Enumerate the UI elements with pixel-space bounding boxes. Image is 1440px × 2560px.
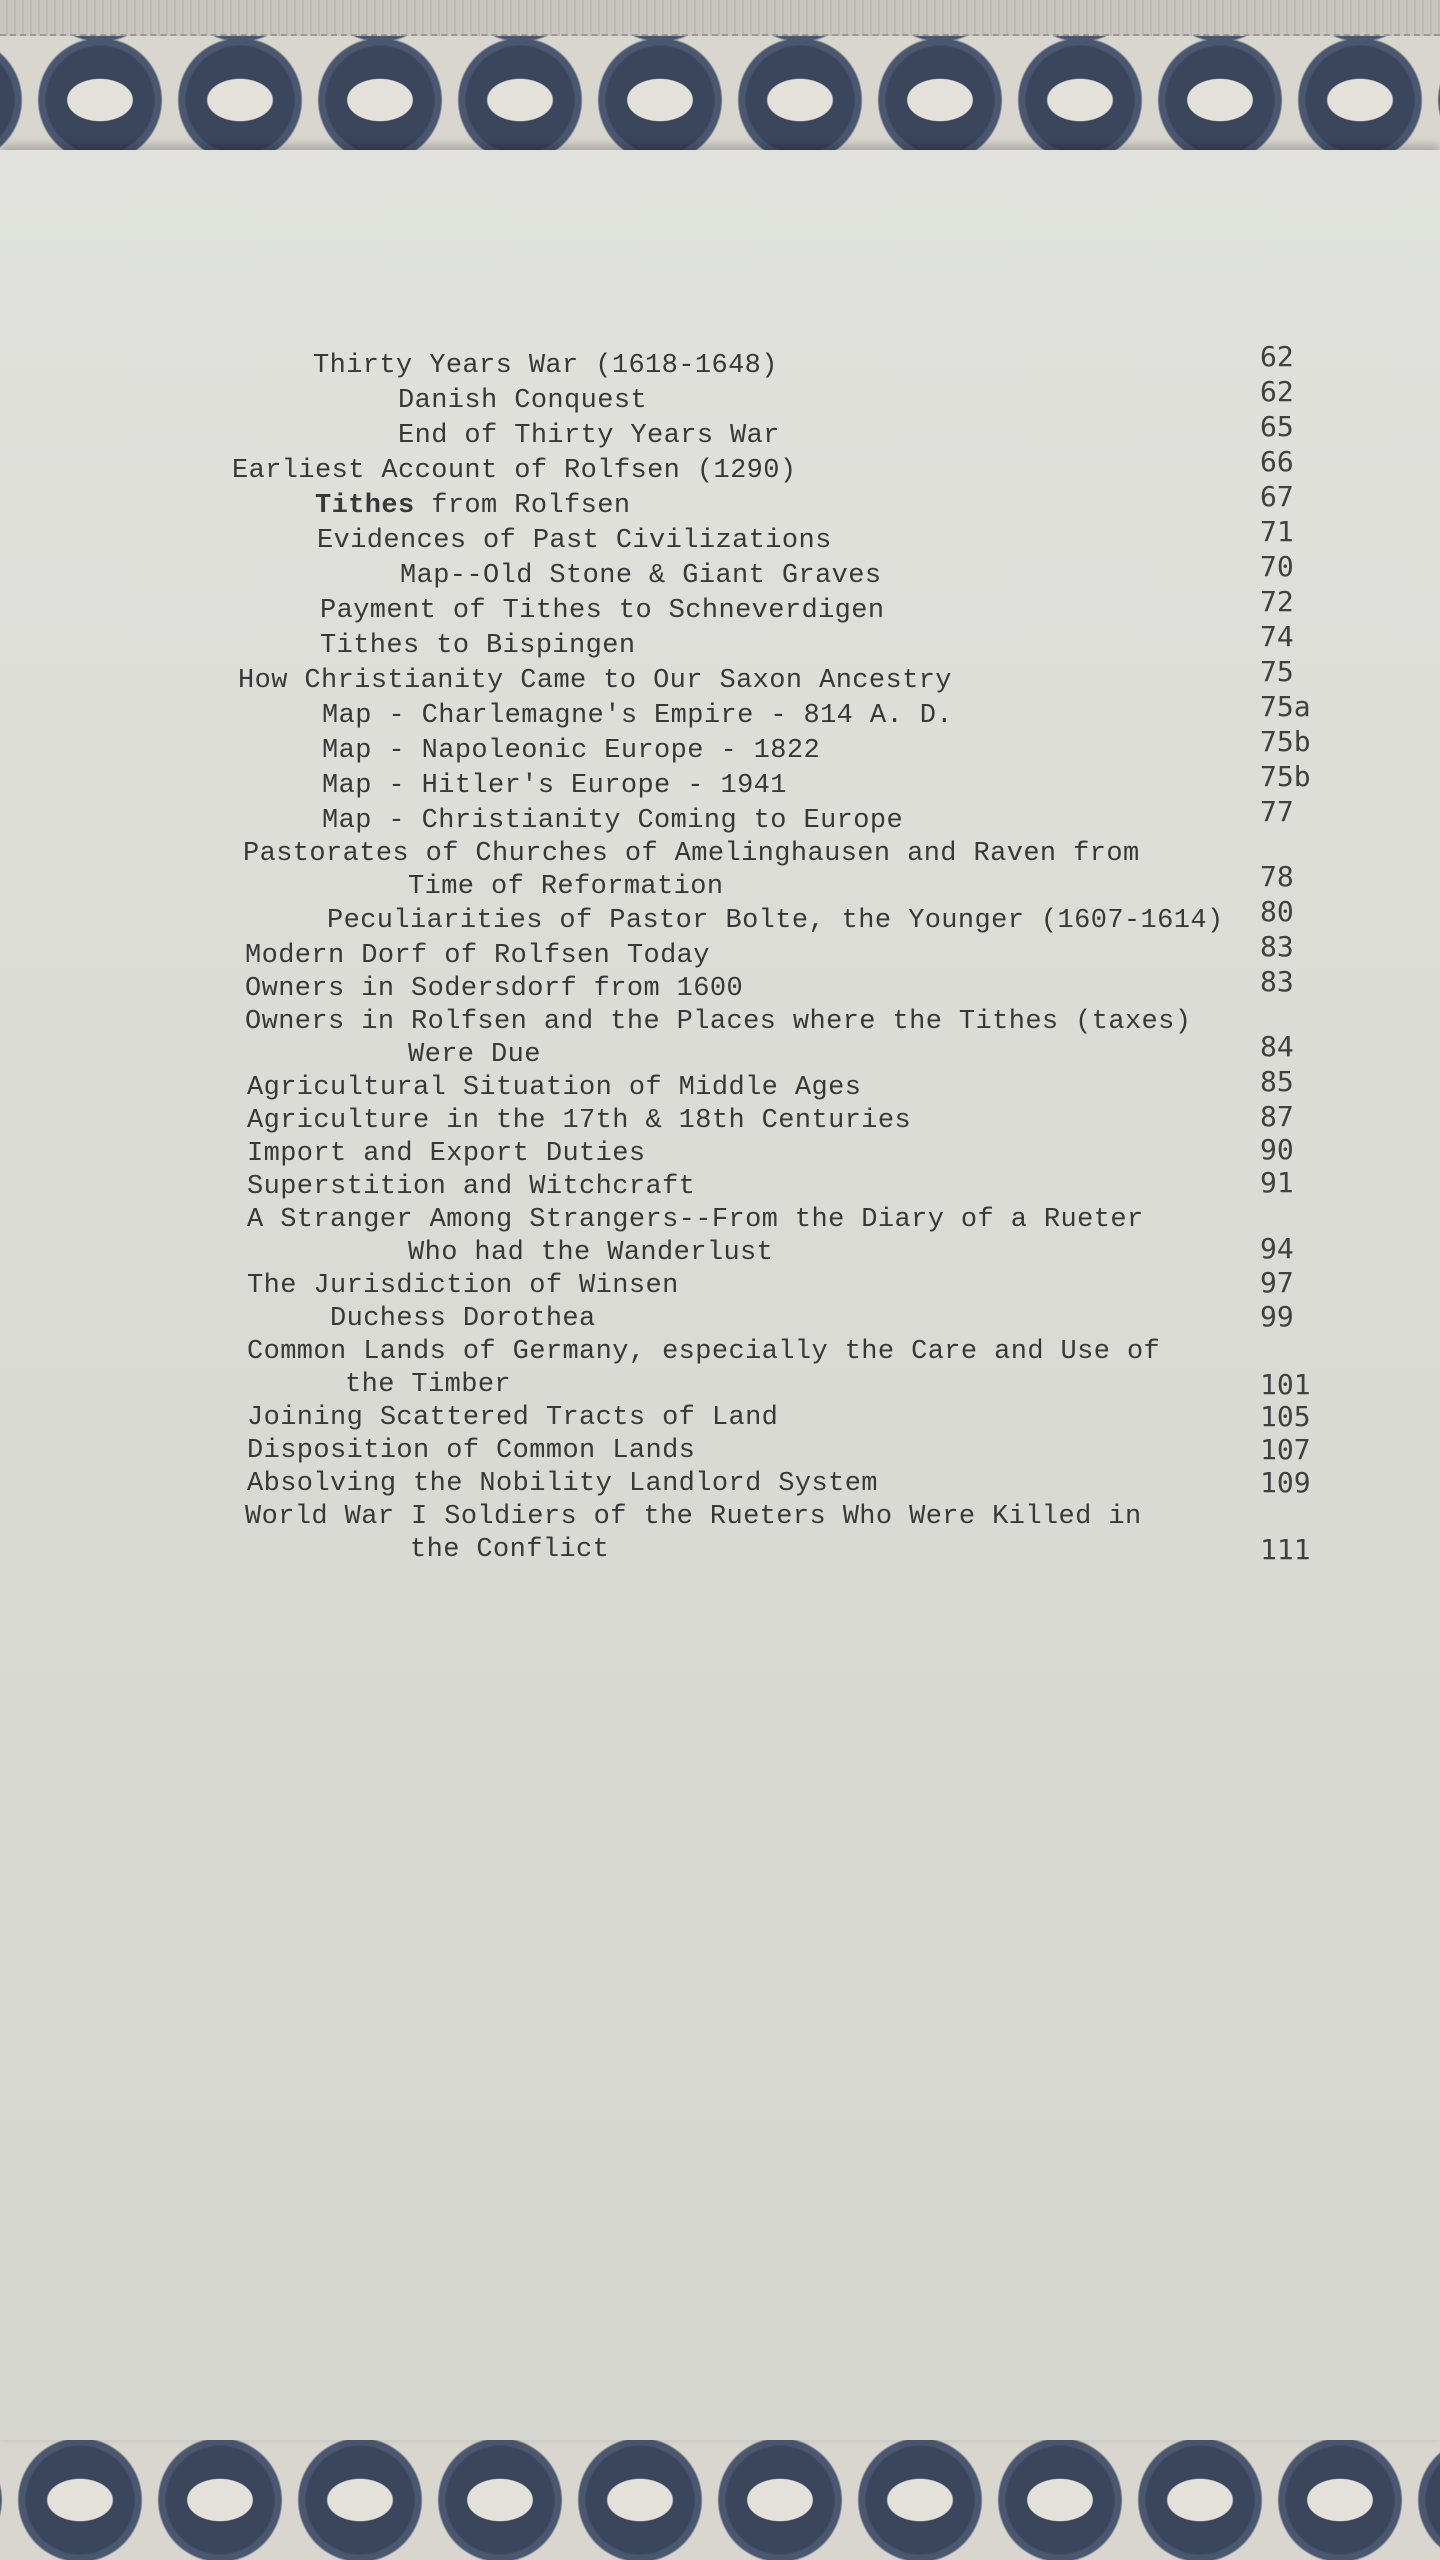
toc-entry-page: 78 — [1260, 860, 1294, 893]
toc-entry-title-continued: Who had the Wanderlust — [408, 1238, 774, 1268]
toc-entry-title: A Stranger Among Strangers--From the Diary of a Rueter — [247, 1205, 1144, 1235]
toc-entry-page: 75b — [1260, 725, 1311, 758]
toc-entry-title: Superstition and Witchcraft — [247, 1172, 696, 1202]
toc-entry-title: Common Lands of Germany, especially the Care and Use of — [247, 1337, 1161, 1367]
toc-entry-title: Agriculture in the 17th & 18th Centuries — [247, 1106, 912, 1136]
toc-entry-page: 91 — [1260, 1166, 1294, 1199]
toc-entry-page: 77 — [1260, 795, 1294, 828]
toc-entry-title: Map--Old Stone & Giant Graves — [400, 561, 882, 591]
toc-entry-page: 62 — [1260, 375, 1294, 408]
toc-entry-page: 80 — [1260, 895, 1294, 928]
toc-entry-page: 90 — [1260, 1133, 1294, 1166]
toc-entry-page: 67 — [1260, 480, 1294, 513]
toc-entry-title: Modern Dorf of Rolfsen Today — [245, 941, 710, 971]
toc-entry-title: Map - Napoleonic Europe - 1822 — [322, 736, 821, 766]
toc-entry-title: Duchess Dorothea — [330, 1304, 596, 1334]
toc-entry-page: 66 — [1260, 445, 1294, 478]
toc-entry-page: 83 — [1260, 965, 1294, 998]
paper-page — [0, 150, 1440, 2440]
toc-entry-page: 83 — [1260, 930, 1294, 963]
toc-entry-page: 75a — [1260, 690, 1311, 723]
toc-entry-page: 75b — [1260, 760, 1311, 793]
toc-entry-title: Thirty Years War (1618-1648) — [313, 351, 778, 381]
toc-entry-page: 85 — [1260, 1065, 1294, 1098]
toc-entry-page: 72 — [1260, 585, 1294, 618]
toc-entry-title — [315, 490, 630, 522]
toc-entry-page: 105 — [1260, 1400, 1311, 1433]
toc-entry-page: 99 — [1260, 1300, 1294, 1333]
toc-entry-page: 107 — [1260, 1433, 1311, 1466]
toc-entry-page: 71 — [1260, 515, 1294, 548]
toc-entry-title: The Jurisdiction of Winsen — [247, 1271, 679, 1301]
toc-entry-page: 94 — [1260, 1232, 1294, 1265]
toc-entry-title-continued: the Conflict — [410, 1535, 610, 1565]
toc-entry-page: 65 — [1260, 410, 1294, 443]
toc-entry-title: Map - Charlemagne's Empire - 814 A. D. — [322, 701, 953, 731]
toc-entry-title: World War I Soldiers of the Rueters Who Were Killed in — [245, 1502, 1142, 1532]
toc-entry-title: Evidences of Past Civilizations — [317, 526, 832, 556]
toc-entry-title: Agricultural Situation of Middle Ages — [247, 1073, 862, 1103]
toc-entry-title-bold: Tithes — [315, 491, 415, 521]
toc-entry-page: 84 — [1260, 1030, 1294, 1063]
toc-entry-title: Peculiarities of Pastor Bolte, the Younger (1607-1614) — [327, 906, 1224, 936]
toc-entry-page: 109 — [1260, 1466, 1311, 1499]
toc-entry-title: How Christianity Came to Our Saxon Ancestry — [238, 666, 952, 696]
toc-entry-title-continued: Time of Reformation — [408, 872, 724, 902]
toc-entry-page: 111 — [1260, 1533, 1311, 1566]
toc-entry-page: 101 — [1260, 1368, 1311, 1401]
toc-entry-title: Payment of Tithes to Schneverdigen — [320, 596, 885, 626]
toc-entry-title: Owners in Rolfsen and the Places where the Tithes (taxes) — [245, 1007, 1192, 1037]
toc-entry-title: End of Thirty Years War — [398, 421, 780, 451]
toc-entry-title: Tithes to Bispingen — [320, 631, 636, 661]
toc-entry-title-rest: from Rolfsen — [414, 491, 631, 521]
toc-entry-page: 75 — [1260, 655, 1294, 688]
toc-entry-title-continued: Were Due — [408, 1040, 541, 1070]
toc-entry-title: Owners in Sodersdorf from 1600 — [245, 974, 744, 1004]
toc-entry-title: Joining Scattered Tracts of Land — [247, 1403, 779, 1433]
toc-entry-title: Pastorates of Churches of Amelinghausen and Raven from — [243, 839, 1140, 869]
toc-entry-title: Map - Christianity Coming to Europe — [322, 806, 904, 836]
toc-entry-page: 62 — [1260, 340, 1294, 373]
toc-entry-title: Map - Hitler's Europe - 1941 — [322, 771, 787, 801]
toc-entry-page: 74 — [1260, 620, 1294, 653]
toc-entry-title-continued: the Timber — [345, 1370, 512, 1400]
toc-entry-title: Disposition of Common Lands — [247, 1436, 696, 1466]
table-of-contents — [0, 150, 1440, 1750]
toc-entry-page: 70 — [1260, 550, 1294, 583]
toc-entry-page: 87 — [1260, 1100, 1294, 1133]
toc-entry-title: Earliest Account of Rolfsen (1290) — [232, 456, 797, 486]
fabric-background-bottom — [0, 2430, 1440, 2560]
toc-entry-title: Absolving the Nobility Landlord System — [247, 1469, 878, 1499]
toc-entry-title: Import and Export Duties — [247, 1139, 646, 1169]
toc-entry-title: Danish Conquest — [398, 386, 648, 416]
toc-entry-page: 97 — [1260, 1266, 1294, 1299]
